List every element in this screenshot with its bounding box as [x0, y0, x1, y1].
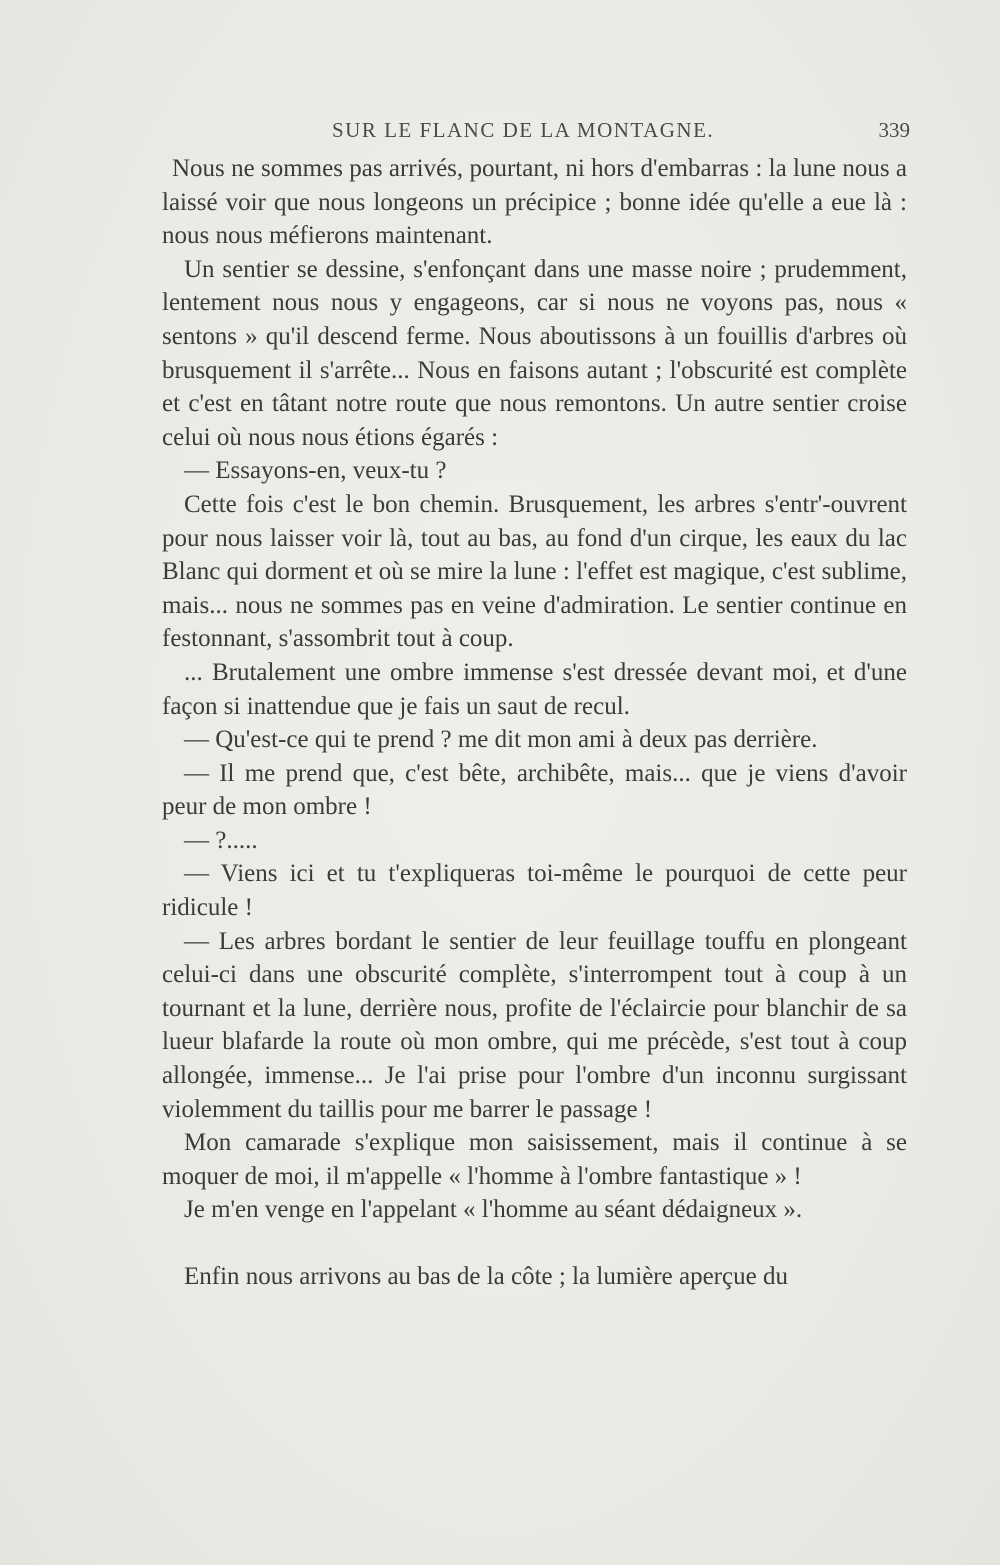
page-header: [160, 118, 910, 148]
dialogue-line: — Essayons-en, veux-tu ?: [184, 457, 447, 485]
paragraph: Je m'en venge en l'appelant « l'homme au séant dédaigneux ».: [184, 1196, 803, 1224]
dialogue-line: — Viens ici et tu t'expliqueras toi-même le pourquoi de cette peur ridicule !: [162, 860, 907, 922]
dialogue-line: — Il me prend que, c'est bête, archibête, mais... que je viens d'avoir peur de mon ombre !: [162, 759, 907, 821]
paragraph: Enfin nous arrivons au bas de la côte ; la lumière aperçue du: [184, 1263, 788, 1290]
paragraph: Mon camarade s'explique mon saisissement, mais il continue à se moquer de moi, il m'appelle « l'homme à l'ombre fantastique » !: [162, 1129, 907, 1190]
paragraph: Nous ne sommes pas arrivés, pourtant, ni hors d'embarras : la lune nous a laissé voir que nous longeons un précipice ; bonne idée qu'elle a eue là : nous nous méfierons maintenant.: [162, 155, 907, 250]
running-title: SUR LE FLANC DE LA MONTAGNE.: [332, 118, 715, 142]
paragraph: Cette fois c'est le bon chemin. Brusquement, les arbres s'entr'-ouvrent pour nous laisser voir là, tout au bas, au fond d'un cirque, les eaux du lac Blanc qui dorment et où se mire la lune : l'effet est magique, c'est sublime, mais... nous ne sommes pas en veine d'admiration. Le sentier continue en festonnant, s'assombrit tout à coup.: [162, 490, 907, 653]
dialogue-line: — Qu'est-ce qui te prend ? me dit mon ami à deux pas derrière.: [184, 726, 818, 754]
paragraph: Un sentier se dessine, s'enfonçant dans une masse noire ; prudemment, lentement nous nous y engageons, car si nous ne voyons pas, nous « sentons » qu'il descend ferme. Nous aboutissons à un fouillis d'arbres où brusquement il s'arrête... Nous en faisons autant ; l'obscurité est complète et c'est en tâtant notre route que nous remontons. Un autre sentier croise celui où nous nous étions égarés :: [162, 255, 907, 451]
dialogue-line: — Les arbres bordant le sentier de leur feuillage touffu en plongeant celui-ci dans une obscurité complète, s'interrompent tout à coup à un tournant et la lune, derrière nous, profite de l'éclaircie pour blanchir de sa lueur blafarde la route où mon ombre, qui me précède, s'est tout à coup allongée, immense... Je l'ai prise pour l'ombre d'un inconnu surgissant violemment du taillis pour me barrer le passage !: [162, 927, 907, 1123]
paragraph: ... Brutalement une ombre immense s'est dressée devant moi, et d'une façon si inattendue que je fais un saut de recul.: [162, 658, 907, 720]
dialogue-line: — ?.....: [184, 826, 258, 854]
page-number: 339: [878, 118, 910, 142]
body-text: [162, 152, 907, 1294]
